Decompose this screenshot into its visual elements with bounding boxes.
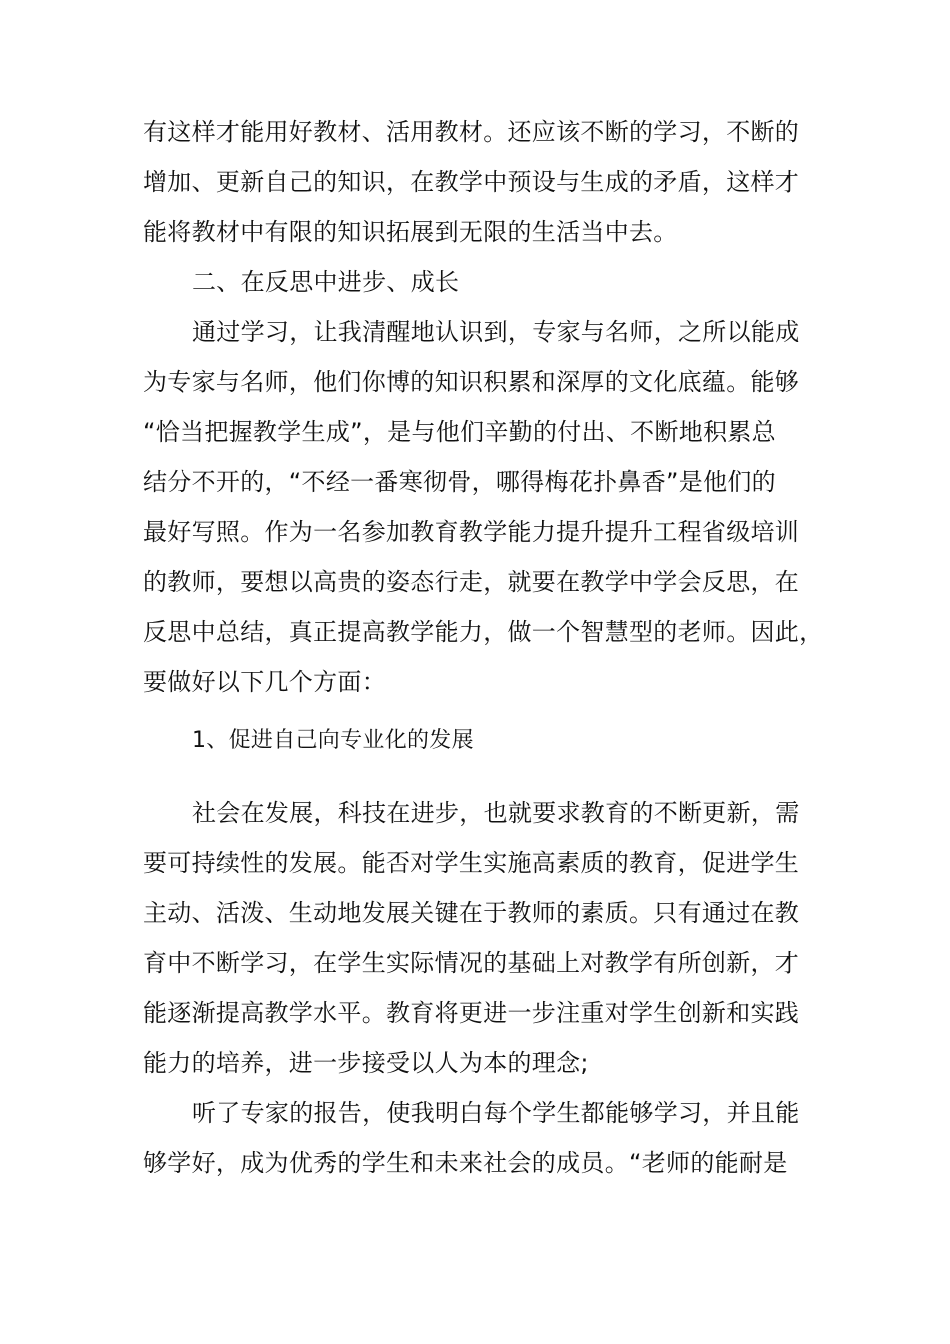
- paragraph-line: 要做好以下几个方面：: [143, 668, 386, 696]
- paragraph-line: 听了专家的报告，使我明白每个学生都能够学习，并且能: [192, 1099, 800, 1127]
- paragraph-line: 够学好，成为优秀的学生和未来社会的成员。“老师的能耐是: [143, 1149, 788, 1177]
- paragraph-line: 要可持续性的发展。能否对学生实施高素质的教育，促进学生: [143, 849, 800, 877]
- paragraph-line: 主动、活泼、生动地发展关键在于教师的素质。只有通过在教: [143, 899, 800, 927]
- paragraph-line: 能逐渐提高教学水平。教育将更进一步注重对学生创新和实践: [143, 999, 800, 1027]
- paragraph-line: 能力的培养，进一步接受以人为本的理念;: [143, 1049, 589, 1077]
- section-heading: 二、在反思中进步、成长: [192, 268, 460, 296]
- paragraph-line: 能将教材中有限的知识拓展到无限的生活当中去。: [143, 218, 678, 246]
- paragraph-line: 增加、更新自己的知识，在教学中预设与生成的矛盾，这样才: [143, 168, 800, 196]
- paragraph-line: 为专家与名师，他们你博的知识积累和深厚的文化底蕴。能够: [143, 368, 800, 396]
- subsection-heading: 1、促进自己向专业化的发展: [192, 728, 474, 753]
- paragraph-line: 育中不断学习，在学生实际情况的基础上对教学有所创新，才: [143, 949, 800, 977]
- paragraph-line: 社会在发展，科技在进步，也就要求教育的不断更新，需: [192, 799, 800, 827]
- paragraph-line: 结分不开的，“不经一番寒彻骨，哪得梅花扑鼻香”是他们的: [143, 468, 776, 496]
- paragraph-line: 反思中总结，真正提高教学能力，做一个智慧型的老师。因此，: [143, 618, 824, 646]
- paragraph-line: “恰当把握教学生成”，是与他们辛勤的付出、不断地积累总: [143, 418, 776, 446]
- paragraph-line: 最好写照。作为一名参加教育教学能力提升提升工程省级培训: [143, 518, 800, 546]
- paragraph-line: 的教师，要想以高贵的姿态行走，就要在教学中学会反思，在: [143, 568, 800, 596]
- paragraph-line: 通过学习，让我清醒地认识到，专家与名师，之所以能成: [192, 318, 800, 346]
- paragraph-line: 有这样才能用好教材、活用教材。还应该不断的学习，不断的: [143, 118, 800, 146]
